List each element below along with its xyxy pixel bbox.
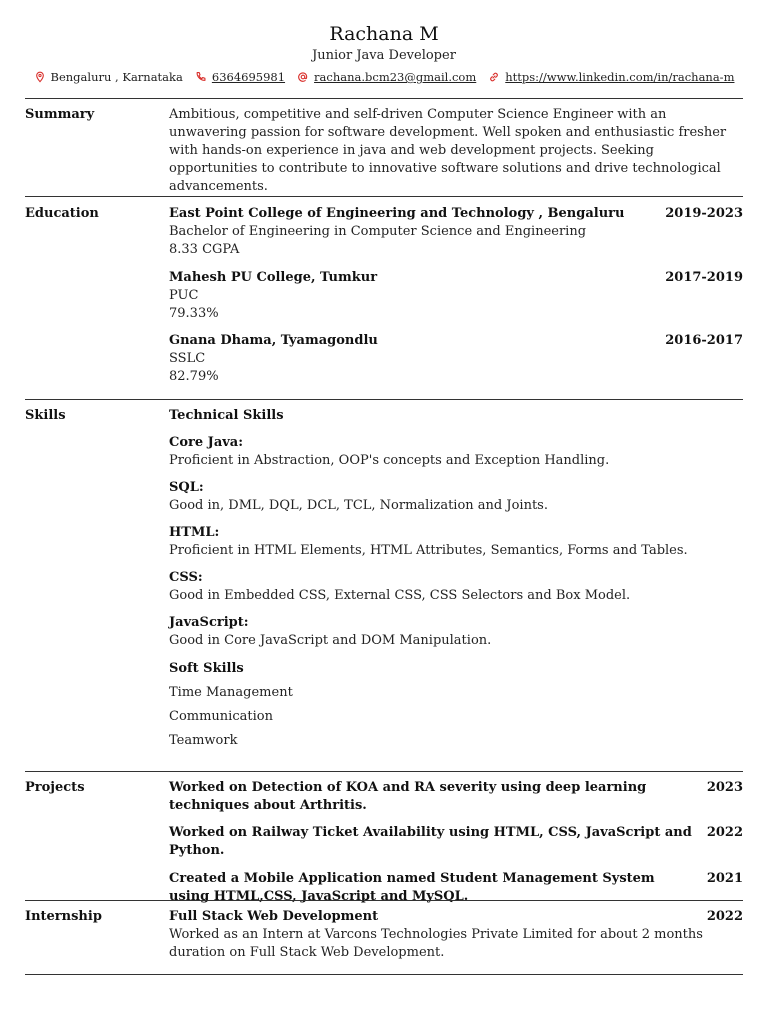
email-link[interactable]: rachana.bcm23@gmail.com [314, 70, 477, 84]
skill-item [169, 434, 743, 470]
skill-item [169, 614, 743, 650]
skill-name: Core Java: [169, 435, 244, 450]
contact-phone[interactable] [195, 70, 285, 84]
degree: Bachelor of Engineering in Computer Science and Engineering [169, 224, 587, 239]
education-item [169, 269, 743, 323]
phone-link[interactable]: 6364695981 [211, 70, 286, 84]
soft-skill: Time Management [169, 685, 293, 700]
skill-item [169, 524, 743, 560]
education-item [169, 205, 743, 259]
skills-heading: Skills [25, 408, 66, 423]
project-year: 2023 [706, 780, 743, 795]
location-pin-icon [34, 71, 46, 83]
skill-name: JavaScript: [169, 615, 249, 630]
project-year: 2022 [706, 825, 743, 840]
skill-item [169, 569, 743, 605]
skill-name: HTML: [169, 525, 220, 540]
score: 8.33 CGPA [169, 242, 240, 257]
internship-year: 2022 [706, 909, 743, 924]
internship-title-row [169, 908, 743, 926]
skill-desc: Good in, DML, DQL, DCL, TCL, Normalization and Joints. [169, 498, 548, 513]
contact-email[interactable] [297, 70, 476, 84]
internship-title: Full Stack Web Development [169, 909, 379, 924]
skills-section [169, 407, 743, 750]
education-item [169, 332, 743, 386]
link-chain-icon [488, 71, 500, 83]
divider [25, 399, 743, 400]
internship-description: Worked as an Intern at Varcons Technologies Private Limited for about 2 months duration on Full Stack Web Development. [169, 927, 703, 960]
education-years: 2017-2019 [665, 270, 743, 285]
location-text: Bengaluru , Karnataka [50, 70, 183, 84]
contact-linkedin[interactable] [488, 70, 734, 84]
skill-name: CSS: [169, 570, 203, 585]
projects-heading: Projects [25, 780, 85, 795]
project-year: 2021 [706, 871, 743, 886]
soft-skill: Communication [169, 709, 273, 724]
score: 79.33% [169, 306, 219, 321]
skill-desc: Good in Embedded CSS, External CSS, CSS Selectors and Box Model. [169, 588, 631, 603]
education-years: 2019-2023 [665, 206, 743, 221]
skill-desc: Proficient in HTML Elements, HTML Attributes, Semantics, Forms and Tables. [169, 543, 688, 558]
skill-desc: Proficient in Abstraction, OOP's concepts and Exception Handling. [169, 453, 610, 468]
school-name: Mahesh PU College, Tumkur [169, 270, 378, 285]
degree: PUC [169, 288, 199, 303]
divider [25, 98, 743, 99]
internship-section [169, 908, 743, 962]
school-name: East Point College of Engineering and Technology , Bengaluru [169, 206, 625, 221]
linkedin-link[interactable]: https://www.linkedin.com/in/rachana-m [505, 70, 735, 84]
divider [25, 900, 743, 901]
technical-skills-heading: Technical Skills [169, 408, 284, 423]
education-section [169, 205, 743, 386]
school-name: Gnana Dhama, Tyamagondlu [169, 333, 378, 348]
internship-heading: Internship [25, 909, 102, 924]
contact-location [34, 70, 183, 84]
divider [25, 196, 743, 197]
summary-section [169, 106, 743, 196]
skill-item [169, 479, 743, 515]
summary-text: Ambitious, competitive and self-driven Computer Science Engineer with an unwavering passion for software development. Well spoken and enthusiastic fresher with hands-on experience in java and web development projects. Seeking opportunities to contribute to innovative software solutions and drive technological advancements. [169, 107, 727, 194]
soft-skills-heading: Soft Skills [169, 661, 244, 676]
phone-icon [195, 71, 207, 83]
project-item [169, 779, 743, 815]
at-sign-icon [297, 71, 309, 83]
contact-bar [0, 70, 768, 84]
degree: SSLC [169, 351, 206, 366]
project-description: Worked on Detection of KOA and RA severity using deep learning techniques about Arthritis. [169, 780, 647, 813]
skill-desc: Good in Core JavaScript and DOM Manipulation. [169, 633, 492, 648]
candidate-title: Junior Java Developer [312, 48, 456, 63]
project-description: Worked on Railway Ticket Availability using HTML, CSS, JavaScript and Python. [169, 825, 692, 858]
candidate-name: Rachana M [329, 23, 439, 45]
soft-skill: Teamwork [169, 733, 238, 748]
summary-heading: Summary [25, 107, 95, 122]
score: 82.79% [169, 369, 219, 384]
education-heading: Education [25, 206, 99, 221]
divider [25, 974, 743, 975]
project-description: Created a Mobile Application named Student Management System using HTML,CSS, JavaScript and MySQL. [169, 871, 655, 904]
project-item [169, 824, 743, 860]
divider [25, 771, 743, 772]
skill-name: SQL: [169, 480, 204, 495]
education-years: 2016-2017 [665, 333, 743, 348]
projects-section [169, 779, 743, 906]
resume-header [0, 22, 768, 65]
